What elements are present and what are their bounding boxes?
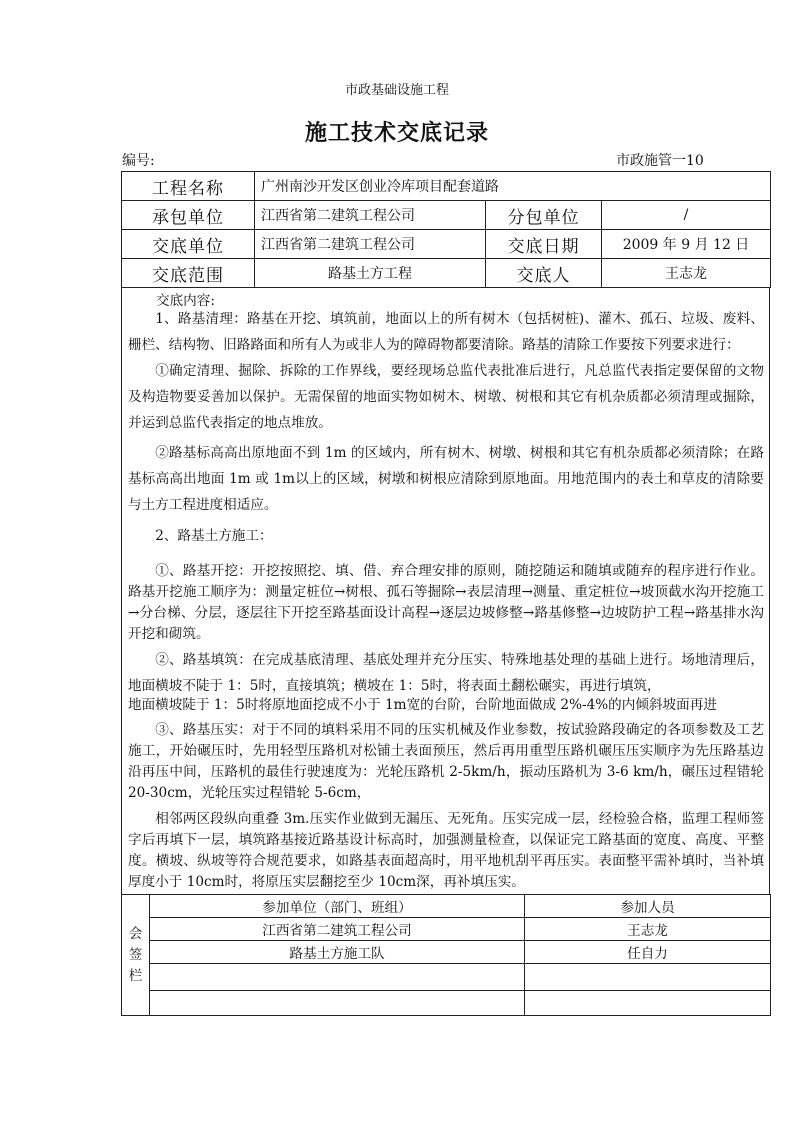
unit-column-header: 参加单位（部门、班组）	[150, 895, 525, 918]
signoff-row	[122, 991, 771, 1016]
content-paragraph-7: 地面横坡陡于 1：5时将原地面挖成不小于 1m宽的台阶，台阶地面做成 2%-4%的内倾斜坡面再进	[128, 697, 717, 713]
document-title: 施工技术交底记录	[304, 120, 489, 146]
contractor-value: 江西省第二建筑工程公司	[255, 201, 486, 230]
subcontractor-value: /	[602, 201, 771, 230]
date-value: 2009 年 9 月 12 日	[602, 230, 771, 259]
info-row-scope	[122, 259, 771, 288]
document-category: 市政基础设施工程	[344, 83, 449, 98]
signoff-unit: 路基土方施工队	[150, 941, 525, 964]
signoff-person	[525, 991, 771, 1016]
disclosing-unit-label: 交底单位	[122, 230, 255, 259]
signoff-person: 王志龙	[525, 918, 771, 941]
disclosing-unit-value: 江西省第二建筑工程公司	[255, 230, 486, 259]
content-paragraph-1: 1、路基清理：路基在开挖、填筑前，地面以上的所有树木（包括树桩)、灌木、孤石、垃圾、废料、栅栏、结构物、旧路路面和所有人为或非人为的障碍物都要清除。路基的清除工作要按下列要求进行：	[128, 311, 764, 353]
date-label: 交底日期	[486, 230, 602, 259]
content-paragraph-9: 相邻两区段纵向重叠 3m.压实作业做到无漏压、无死角。压实完成一层，经检验合格，监理工程师签字后再填下一层，填筑路基接近路基设计标高时，加强测量检查，以保证完工路基面的宽度、高度、平整度。横坡、纵坡等符合规范要求，如路基表面超高时，用平地机刮平再压实。表面整平需补填时，当补填厚度小于 10cm时，将原压实层翻挖至少 10cm深，再补填压实。	[128, 811, 764, 890]
project-name-value: 广州南沙开发区创业冷库项目配套道路	[255, 172, 771, 201]
person-label: 交底人	[486, 259, 602, 288]
signoff-side-label: 会 签 栏	[122, 895, 150, 1016]
scope-label: 交底范围	[122, 259, 255, 288]
content-heading: 交底内容:	[156, 293, 215, 309]
info-table	[121, 171, 771, 288]
project-name-label: 工程名称	[122, 172, 255, 201]
scope-value: 路基土方工程	[255, 259, 486, 288]
signoff-row	[122, 918, 771, 941]
disclosure-content	[121, 287, 770, 894]
content-paragraph-8: ③、路基压实：对于不同的填料采用不同的压实机械及作业参数，按试验路段确定的各项参数及工艺施工，开始碾压时，先用轻型压路机对松铺土表面预压，然后再用重型压路机碾压压实顺序为先压路基边沿再压中间，压路机的最佳行驶速度为：光轮压路机 2-5km/h，振动压路机为 3-6 km/h，碾压过程错轮 20-30cm，光轮压实过程错轮 5-6cm，	[128, 722, 764, 801]
content-paragraph-3: ②路基标高高出原地面不到 1m 的区域内，所有树木、树墩、树根和其它有机杂质都必须清除；在路基标高高出地面 1m 或 1m以上的区域，树墩和树根应清除到原地面。用地范围内的表土和草皮的清除要与土方工程进度相适应。	[128, 445, 764, 513]
content-paragraph-4: 2、路基土方施工：	[155, 528, 273, 544]
info-row-disclosing	[122, 230, 771, 259]
content-paragraph-5: ①、路基开挖：开挖按照挖、填、借、弃合理安排的原则，随挖随运和随填或随弃的程序进行作业。路基开挖施工顺序为：测量定桩位→树根、孤石等掘除→表层清理→测量、重定桩位→坡顶截水沟开挖施工→分台梯、分层，逐层往下开挖至路基面设计高程→逐层边坡修整→路基修整→边坡防护工程→路基排水沟开挖和砌筑。	[128, 563, 764, 642]
info-row-contractor	[122, 201, 771, 230]
signoff-unit	[150, 991, 525, 1016]
person-value: 王志龙	[602, 259, 771, 288]
signoff-unit	[150, 964, 525, 991]
signoff-person: 任自力	[525, 941, 771, 964]
people-column-header: 参加人员	[525, 895, 771, 918]
signoff-table	[121, 894, 771, 1016]
subcontractor-label: 分包单位	[486, 201, 602, 230]
signoff-row	[122, 941, 771, 964]
number-label: 编号:	[122, 153, 155, 169]
content-paragraph-6: ②、路基填筑：在完成基底清理、基底处理并充分压实、特殊地基处理的基础上进行。场地清理后，地面横坡不陡于 1：5时，直接填筑；横坡在 1：5时，将表面土翻松碾实，再进行填筑，	[128, 652, 764, 694]
signoff-header-row	[122, 895, 771, 918]
signoff-row	[122, 964, 771, 991]
content-paragraph-2: ①确定清理、掘除、拆除的工作界线，要经现场总监代表批准后进行，凡总监代表指定要保留的文物及构造物要妥善加以保护。无需保留的地面实物如树木、树墩、树根和其它有机杂质都必须清理或掘除，并运到总监代表指定的地点堆放。	[128, 363, 764, 431]
form-code: 市政施管一10	[616, 153, 704, 169]
contractor-label: 承包单位	[122, 201, 255, 230]
info-row-project	[122, 172, 771, 201]
signoff-unit: 江西省第二建筑工程公司	[150, 918, 525, 941]
signoff-person	[525, 964, 771, 991]
